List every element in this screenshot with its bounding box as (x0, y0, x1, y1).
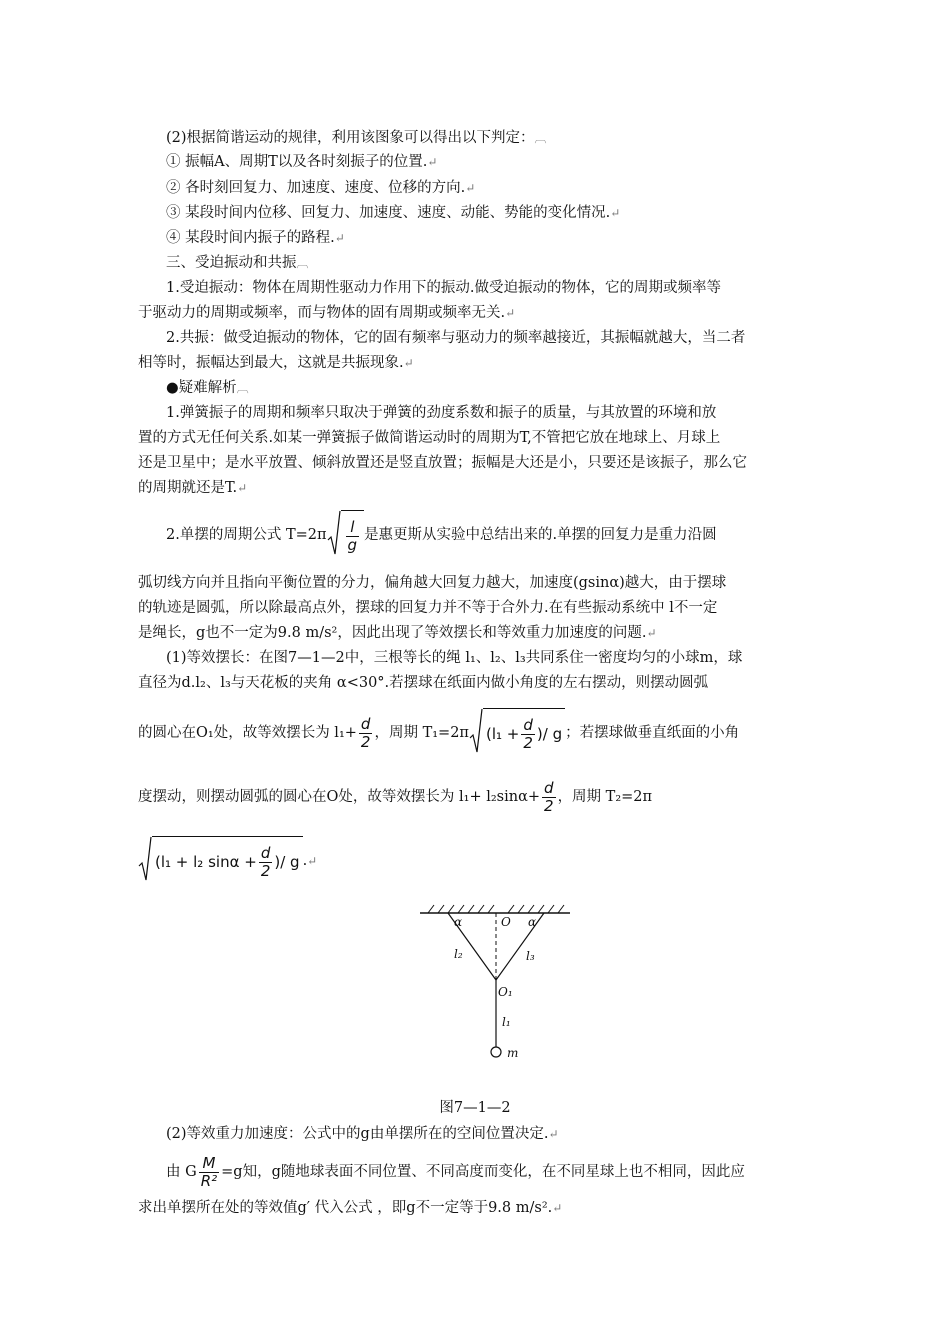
text: 是惠更斯从实验中总结出来的.单摆的回复力是重力沿圆 (364, 527, 717, 543)
label-m: m (507, 1046, 519, 1060)
paragraph-mark: ︹ (296, 256, 309, 270)
text: ；若摆球做垂直纸面的小角 (565, 725, 740, 741)
text: )/ g (274, 853, 300, 871)
paragraph-mark: ↵ (646, 626, 657, 640)
numerator: d (259, 845, 273, 863)
text: 是绳长，g也不一定为9.8 m/s²，因此出现了等效摆长和等效重力加速度的问题. (138, 625, 647, 641)
list-item (166, 203, 846, 223)
effective-length-formula-line (138, 708, 818, 758)
sqrt-formula (469, 708, 565, 758)
paragraph-mark: ↵ (334, 231, 345, 245)
paragraph-mark: ↵ (552, 1201, 563, 1215)
forced-vibration-line: 1.受迫振动：物体在周期性驱动力作用下的振动.做受迫振动的物体，它的周期或频率等 (166, 280, 721, 296)
numerator: l (346, 519, 360, 537)
list-item (166, 178, 846, 198)
denominator: 2 (360, 732, 371, 751)
text: ④ 某段时间内振子的路程. (166, 230, 335, 246)
effective-gravity-line (138, 1198, 818, 1218)
effective-gravity-formula-line (166, 1150, 846, 1194)
text: 的圆心在O₁处，故等效摆长为 l₁+ (138, 725, 357, 741)
text: ，周期 T₁=2π (374, 725, 469, 741)
paragraph-mark: ↵ (548, 1127, 559, 1141)
list-item (166, 228, 846, 248)
angle-alpha-right: α (528, 915, 537, 929)
pendulum-line: 的轨迹是圆弧，所以除最高点外，摆球的回复力并不等于合外力.在有些振动系统中 l不一定 (138, 600, 718, 616)
text: ，周期 T₂=2π (557, 789, 653, 805)
list-item (166, 152, 846, 172)
difficulty-heading (166, 378, 846, 398)
paragraph-mark: ↵ (307, 854, 318, 868)
angle-alpha-left: α (454, 915, 463, 929)
text: 三、受迫振动和共振 (166, 255, 297, 271)
text: 于驱动力的周期或频率，而与物体的固有周期或频率无关. (138, 305, 506, 321)
resonance-line (138, 353, 818, 373)
ball-m (491, 1047, 501, 1057)
text: . (302, 853, 308, 869)
text: ③ 某段时间内位移、回复力、加速度、速度、动能、势能的变化情况. (166, 205, 611, 221)
denominator: 2 (523, 734, 533, 752)
pendulum-formula-line (166, 510, 846, 560)
point-o: O (501, 915, 511, 929)
label-l1: l₁ (502, 1015, 511, 1029)
effective-gravity-line (166, 1124, 846, 1144)
text: (l₁ + (485, 725, 520, 743)
pendulum-line: 弧切线方向并且指向平衡位置的分力，偏角越大回复力越大，加速度(gsinα)越大，由于摆球 (138, 575, 727, 591)
denominator: 2 (260, 862, 271, 880)
label-l3: l₃ (526, 949, 535, 963)
numerator: d (521, 717, 535, 735)
text: 度摆动，则摆动圆弧的圆心在O处，故等效摆长为 l₁+ l₂sinα+ (138, 789, 541, 805)
point-o1: O₁ (498, 985, 513, 999)
paragraph-mark: ↵ (610, 206, 621, 220)
effective-length-line: 直径为d.l₂、l₃与天花板的夹角 α<30°.若摆球在纸面内做小角度的左右摆动，则摆动圆弧 (138, 675, 709, 691)
text: 求出单摆所在处的等效值g′ 代入公式 ，即g不一定等于9.8 m/s². (138, 1200, 553, 1216)
text: ① 振幅A、周期T以及各时刻振子的位置. (166, 154, 428, 170)
text: 的周期就还是T. (138, 480, 238, 496)
spring-line: 1.弹簧振子的周期和频率只取决于弹簧的劲度系数和振子的质量，与其放置的环境和放 (166, 405, 717, 421)
paragraph-mark: ↵ (237, 481, 248, 495)
paragraph-mark: ↵ (505, 306, 516, 320)
numerator: M (199, 1155, 219, 1173)
effective-length-formula-line (138, 774, 818, 820)
pendulum-line (138, 623, 818, 643)
sqrt-formula (138, 836, 303, 886)
paragraph-mark: ↵ (465, 181, 476, 195)
numerator: d (359, 716, 373, 734)
sqrt-formula (327, 510, 365, 560)
figure-caption: 图7—1—2 (439, 1100, 511, 1116)
text: )/ g (536, 725, 563, 743)
text: (2)根据简谐运动的规律，利用该图象可以得出以下判定： (166, 130, 535, 146)
spring-line: 置的方式无任何关系.如某一弹簧振子做简谐运动时的周期为T,不管把它放在地球上、月球上 (138, 430, 721, 446)
spring-line (138, 478, 818, 498)
paragraph-mark: ↵ (403, 356, 414, 370)
text: (2)等效重力加速度：公式中的g由单摆所在的空间位置决定. (166, 1126, 549, 1142)
effective-length-formula-line (138, 836, 818, 886)
paragraph-mark: ↵ (427, 155, 438, 169)
paragraph-mark: ︹ (534, 131, 547, 145)
paragraph-2 (166, 128, 846, 148)
denominator: g (347, 536, 358, 554)
pendulum-diagram (418, 900, 578, 1070)
numerator: d (542, 780, 556, 798)
denominator: R² (200, 1171, 218, 1190)
label-l2: l₂ (454, 947, 463, 961)
forced-vibration-line (138, 303, 818, 323)
effective-length-line: (1)等效摆长：在图7—1—2中，三根等长的绳 l₁、l₂、l₃共同系住一密度均匀的小球m，球 (166, 650, 743, 666)
text: =g知，g随地球表面不同位置、不同高度而变化，在不同星球上也不相同，因此应 (221, 1164, 745, 1180)
text: ●疑难解析 (166, 380, 237, 396)
denominator: 2 (544, 796, 554, 815)
paragraph-mark: ︹ (236, 381, 249, 395)
spring-line: 还是卫星中；是水平放置、倾斜放置还是竖直放置；振幅是大还是小，只要还是该振子，那么它 (138, 455, 747, 471)
section-heading (166, 253, 846, 273)
text: (l₁ + l₂ sinα + (155, 853, 257, 871)
text: 相等时，振幅达到最大，这就是共振现象. (138, 355, 404, 371)
text: ② 各时刻回复力、加速度、速度、位移的方向. (166, 180, 466, 196)
text: 由 G (166, 1164, 197, 1180)
resonance-line: 2.共振：做受迫振动的物体，它的固有频率与驱动力的频率越接近，其振幅就越大，当二者 (166, 330, 746, 346)
text: 2.单摆的周期公式 T=2π (166, 527, 327, 543)
